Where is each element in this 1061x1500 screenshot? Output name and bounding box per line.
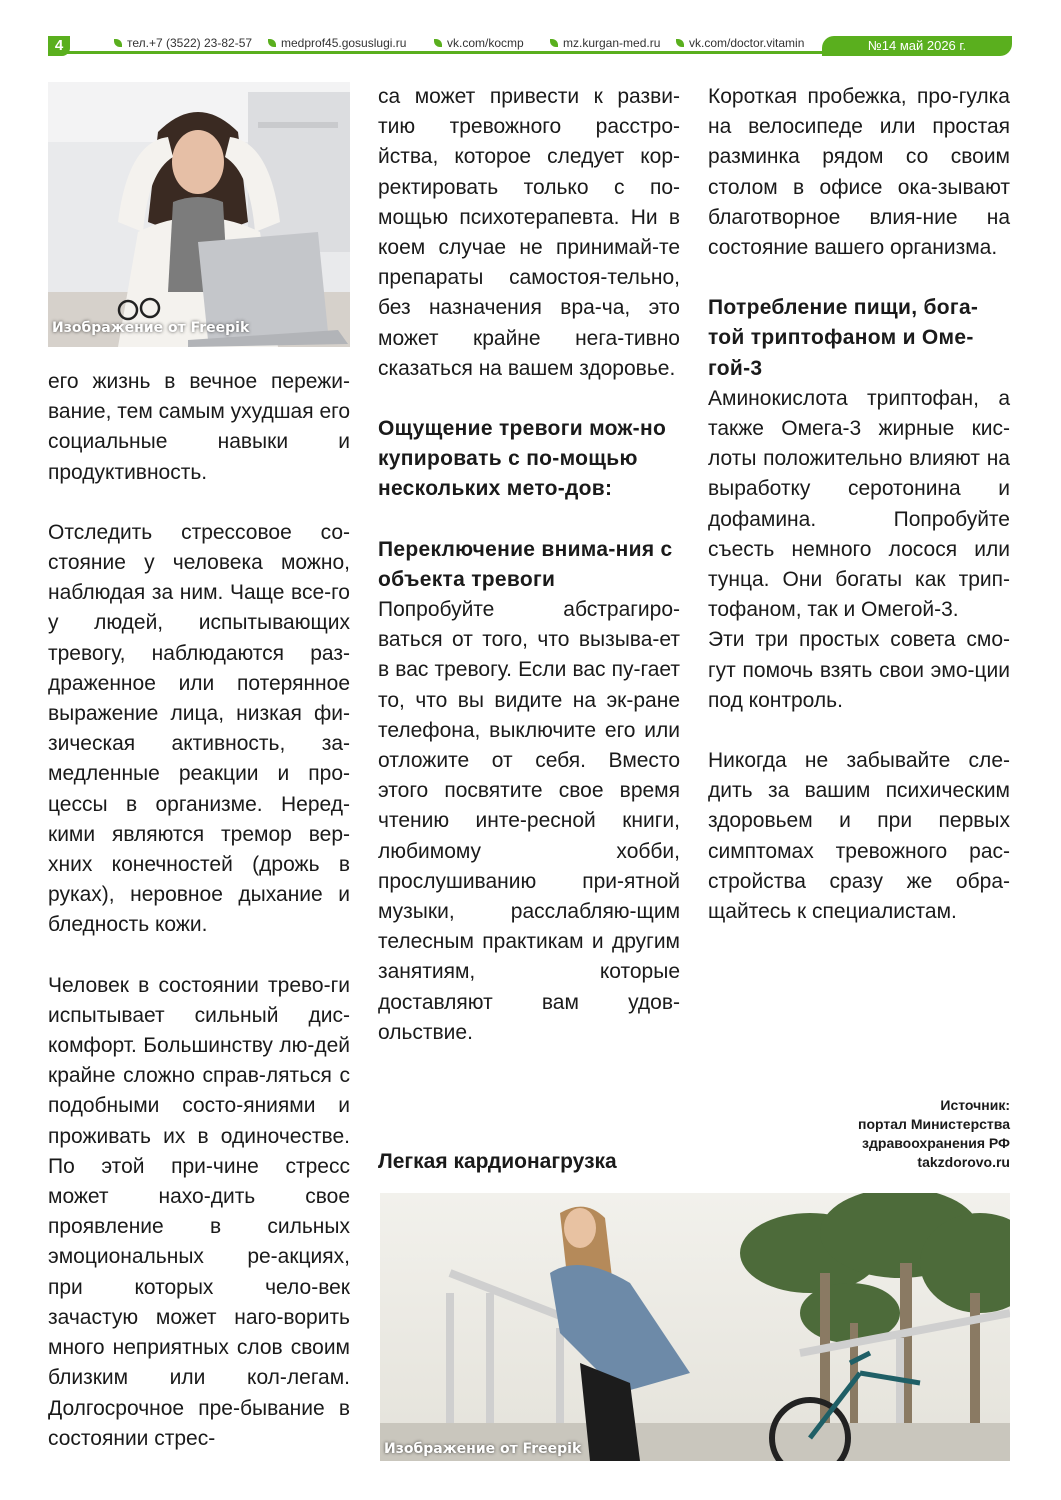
leaf-icon (550, 39, 558, 47)
photo-caption: Изображение от Freepik (384, 1441, 582, 1457)
section-heading: Потребление пищи, бога-той триптофаном и Оме-гой-3 (708, 296, 979, 380)
source-line: портал Министерства (858, 1116, 1010, 1132)
woman-bicycle-illustration (380, 1193, 1010, 1461)
paragraph: Попробуйте абстрагиро-ваться от того, что вызыва-ет в вас тревогу. Если вас пу-гает то, что вы видите на эк-ране телефона, выключите его или отложите от себя. Вместо этого посвятите свое время чтению инте-ресной книги, любимому хобби, прослушиванию при-ятной музыки, расслабляю-щим телесным практикам и другим занятиям, которые доставляют вам удов-ольствие. (378, 598, 680, 1044)
contact-phone: тел.+7 (3522) 23-82-57 (114, 36, 252, 50)
source-line: здравоохранения РФ (862, 1135, 1010, 1151)
source-block (780, 1096, 1010, 1172)
leaf-icon (434, 39, 442, 47)
paragraph: его жизнь в вечное пережи-вание, тем самым ухудшая его социальные навыки и продуктивность. (48, 370, 350, 484)
photo-caption: Изображение от Freepik (52, 319, 250, 336)
contact-link-gosuslugi[interactable]: medprof45.gosuslugi.ru (268, 36, 406, 50)
paragraph: Никогда не забывайте сле-дить за вашим психическим здоровьем и при первых симптомах тревожного рас-стройства сразу же обра-щайтесь к специалистам. (708, 749, 1010, 924)
source-label: Источник: (940, 1097, 1010, 1113)
paragraph: Отследить стрессовое со-стояние у человека можно, наблюдая за ним. Чаще все-го у людей, испытывающих тревогу, наблюдаются раз-драженное или потерянное выражение лица, низкая фи-зическая активность, за-медленные реакции и про-цессы в организме. Неред-кими являются тремор вер-хних конечностей (дрожь в руках), неровное дыхание и бледность кожи. (48, 520, 350, 937)
paragraph: Аминокислота триптофан, а также Омега-3 жирные кис-лоты положительно влияют на выработку серотонина и дофамина. Попробуйте съесть немного лосося или тунца. Они богаты как трип-тофаном, так и Омегой-3. (708, 386, 1010, 622)
page-number: 4 (48, 36, 70, 56)
issue-badge: №14 май 2026 г. (822, 36, 1012, 56)
section-heading: Ощущение тревоги мож-но купировать с по-мощью нескольких мето-дов: (378, 417, 667, 501)
leaf-icon (268, 39, 276, 47)
source-link[interactable]: takzdorovo.ru (917, 1154, 1010, 1170)
paragraph: са может привести к разви-тию тревожного расстро-йства, которое следует кор-ректировать только с по-мощью психотерапевта. Ни в коем случае не принимай-те препараты самостоя-тельно, без назначения вра-ча, это может крайне нега-тивно сказаться на вашем здоровье. (378, 85, 680, 380)
header-rule (48, 51, 872, 54)
paragraph: Человек в состоянии трево-ги испытывает сильный дис-комфорт. Большинству лю-дей крайне сложно справ-ляться с подобными состо-яниями и проживать их в одиночестве. По этой при-чине стресс может нахо-дить свое проявление в сильных эмоциональных ре-акциях, при которых чело-век зачастую может наго-ворить много неприятных слов своим близким или кол-легам. Долгосрочное пре-бывание в состоянии стрес- (48, 973, 350, 1450)
column-3 (708, 82, 1010, 927)
photo-stressed-woman (48, 82, 350, 347)
column-1 (48, 82, 350, 1454)
leaf-icon (114, 39, 122, 47)
section-heading: Переключение внима-ния с объекта тревоги (378, 537, 673, 591)
photo-woman-with-bicycle (380, 1193, 1010, 1461)
paragraph: Эти три простых совета смо-гут помочь взять свои эмо-ции под контроль. (708, 628, 1010, 712)
section-heading-cardio: Легкая кардионагрузка (378, 1150, 617, 1173)
contact-link-vk-doctor[interactable]: vk.com/doctor.vitamin (676, 36, 804, 50)
contact-link-kurgan-med[interactable]: mz.kurgan-med.ru (550, 36, 660, 50)
contact-link-vk-kocmp[interactable]: vk.com/kocmp (434, 36, 524, 50)
leaf-icon (676, 39, 684, 47)
stressed-woman-illustration (48, 82, 350, 347)
paragraph: Короткая пробежка, про-гулка на велосипеде или простая разминка рядом со своим столом в офисе ока-зывают благотворное влия-ние на состояние вашего организма. (708, 85, 1010, 260)
page-header (48, 36, 1012, 58)
column-2 (378, 82, 680, 1048)
